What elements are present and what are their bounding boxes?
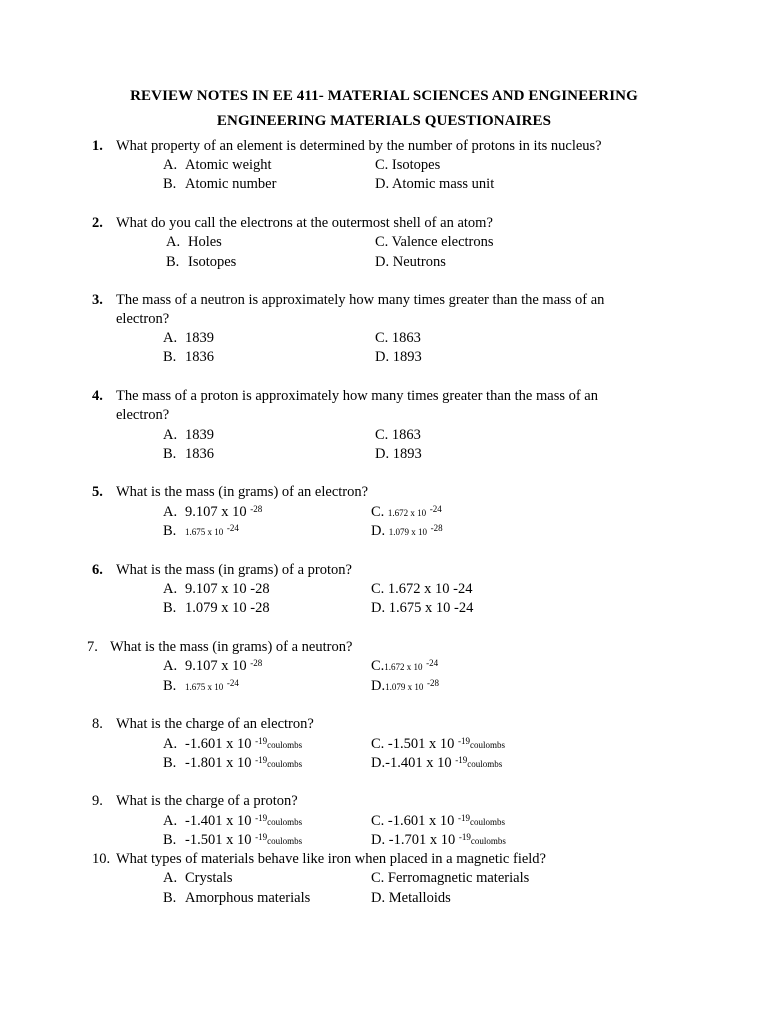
option-b: B. -1.801 x 10 $^{-19}$coulombs bbox=[163, 755, 303, 771]
option-c: C. 1.672 x 10 -24 bbox=[371, 581, 473, 597]
option-d: D. 1893 bbox=[375, 446, 422, 462]
option-c: C.1.672 x 10 $^{-24}$ bbox=[371, 658, 439, 674]
page-title-line1: REVIEW NOTES IN EE 411- MATERIAL SCIENCES AND ENGINEERING bbox=[130, 88, 638, 104]
question-number: 6. bbox=[92, 562, 103, 578]
option-d: D. 1.675 x 10 -24 bbox=[371, 600, 474, 616]
option-b: B. 1836 bbox=[163, 446, 214, 462]
option-c: C. Valence electrons bbox=[375, 234, 494, 250]
option-c: C. -1.501 x 10 $^{-19}$coulombs bbox=[371, 736, 506, 752]
question-text: The mass of a proton is approximately how many times greater than the mass of an bbox=[116, 388, 598, 404]
option-c: C. 1863 bbox=[375, 427, 421, 443]
option-a: A. 9.107 x 10 $^{-28}$ bbox=[163, 504, 263, 520]
option-b: B. 1.675 x 10 $^{-24}$ bbox=[163, 678, 239, 694]
question-number: 4. bbox=[92, 388, 103, 404]
option-d: D. -1.701 x 10 $^{-19}$coulombs bbox=[371, 832, 506, 848]
question-text: What is the charge of a proton? bbox=[116, 793, 298, 809]
option-a: A. 1839 bbox=[163, 427, 214, 443]
question-text: What types of materials behave like iron when placed in a magnetic field? bbox=[116, 851, 546, 867]
option-a: A. Crystals bbox=[163, 870, 233, 886]
question-text: What property of an element is determined by the number of protons in its nucleus? bbox=[116, 138, 602, 154]
option-d: D.1.079 x 10 $^{-28}$ bbox=[371, 678, 439, 694]
option-b: B. Amorphous materials bbox=[163, 890, 311, 906]
question-text: What is the mass (in grams) of a neutron? bbox=[110, 639, 353, 655]
question-4-continued: electron? bbox=[116, 407, 170, 423]
option-a: A. 1839 bbox=[163, 330, 214, 346]
option-d: D. 1893 bbox=[375, 349, 422, 365]
question-number: 1. bbox=[92, 138, 103, 154]
option-d: D. Atomic mass unit bbox=[375, 176, 495, 192]
option-c: C. 1.672 x 10 $^{-24}$ bbox=[371, 504, 442, 520]
question-text: What do you call the electrons at the outermost shell of an atom? bbox=[116, 215, 493, 231]
option-c: C. Ferromagnetic materials bbox=[371, 870, 530, 886]
question-number: 3. bbox=[92, 292, 103, 308]
option-b: B. 1.675 x 10 $^{-24}$ bbox=[163, 523, 239, 539]
option-b: B. Isotopes bbox=[166, 254, 237, 270]
option-c: C. Isotopes bbox=[375, 157, 441, 173]
question-text: What is the charge of an electron? bbox=[116, 716, 314, 732]
question-text: What is the mass (in grams) of a proton? bbox=[116, 562, 352, 578]
question-number: 10. bbox=[92, 851, 111, 867]
option-b: B. Atomic number bbox=[163, 176, 277, 192]
question-3-continued: electron? bbox=[116, 311, 170, 327]
option-d: D. 1.079 x 10 $^{-28}$ bbox=[371, 523, 443, 539]
question-number: 2. bbox=[92, 215, 103, 231]
option-b: B. -1.501 x 10 $^{-19}$coulombs bbox=[163, 832, 303, 848]
option-a: A. -1.601 x 10 $^{-19}$coulombs bbox=[163, 736, 303, 752]
option-d: D.-1.401 x 10 $^{-19}$coulombs bbox=[371, 755, 503, 771]
option-a: A. Holes bbox=[166, 234, 222, 250]
option-a: A. 9.107 x 10 $^{-28}$ bbox=[163, 658, 263, 674]
option-c: C. 1863 bbox=[375, 330, 421, 346]
option-a: A. 9.107 x 10 -28 bbox=[163, 581, 270, 597]
question-number: 9. bbox=[92, 793, 103, 809]
question-text: What is the mass (in grams) of an electron? bbox=[116, 484, 369, 500]
option-d: D. Metalloids bbox=[371, 890, 451, 906]
option-b: B. 1.079 x 10 -28 bbox=[163, 600, 270, 616]
question-number: 7. bbox=[87, 639, 98, 655]
option-a: A. -1.401 x 10 $^{-19}$coulombs bbox=[163, 813, 303, 829]
option-d: D. Neutrons bbox=[375, 254, 446, 270]
question-text: The mass of a neutron is approximately how many times greater than the mass of an bbox=[116, 292, 605, 308]
question-number: 8. bbox=[92, 716, 103, 732]
question-number: 5. bbox=[92, 484, 103, 500]
page-title-line2: ENGINEERING MATERIALS QUESTIONAIRES bbox=[216, 113, 552, 129]
option-c: C. -1.601 x 10 $^{-19}$coulombs bbox=[371, 813, 506, 829]
option-b: B. 1836 bbox=[163, 349, 214, 365]
option-a: A. Atomic weight bbox=[163, 157, 272, 173]
